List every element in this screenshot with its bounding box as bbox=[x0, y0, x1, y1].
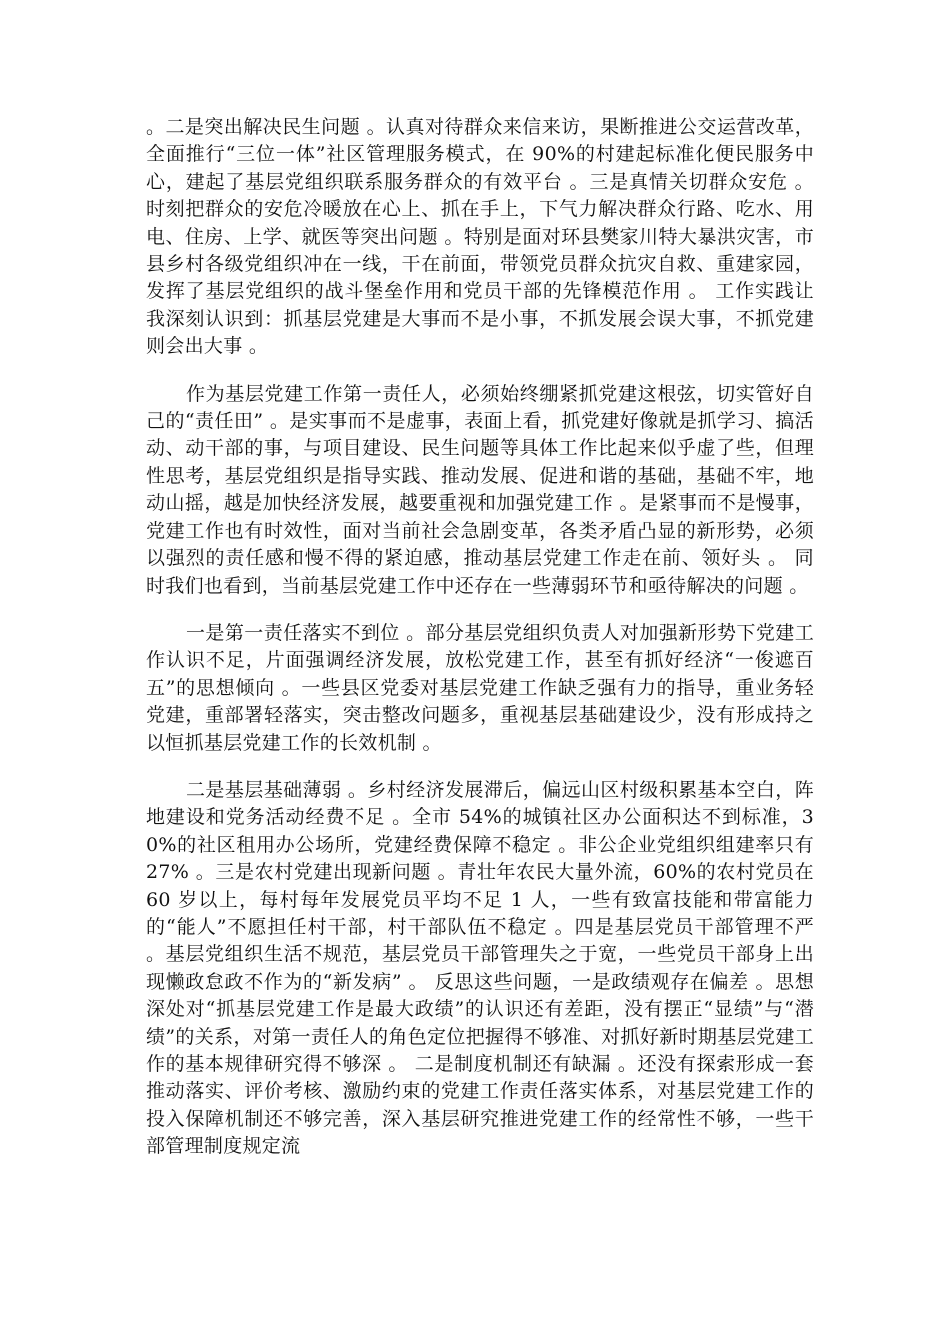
paragraph-4: 二是基层基础薄弱 。乡村经济发展滞后，偏远山区村级积累基本空白，阵地建设和党务活动经费不足 。全市 54%的城镇社区办公面积达不到标准，30%的社区租用办公场所，党建经费保障不稳定 。非公企业党组织组建率只有 27% 。三是农村党建出现新问题 。青壮年农民大量外流，60%的农村党员在 60 岁以上，每村每年发展党员平均不足 1 人，一些有致富技能和带富能力的“能人”不愿担任村干部，村干部队伍不稳定 。四是基层党员干部管理不严 。基层党组织生活不规范，基层党员干部管理失之于宽，一些党员干部身上出现懒政怠政不作为的“新发病” 。 反思这些问题，一是政绩观存在偏差 。思想深处对“抓基层党建工作是最大政绩”的认识还有差距，没有摆正“显绩”与“潜绩”的关系，对第一责任人的角色定位把握得不够准、对抓好新时期基层党建工作的基本规律研究得不够深 。 二是制度机制还有缺漏 。还没有探索形成一套推动落实、评价考核、激励约束的党建工作责任落实体系，对基层党建工作的投入保障机制还不够完善，深入基层研究推进党建工作的经常性不够，一些干部管理制度规定流 bbox=[146, 778, 814, 1158]
paragraph-3: 一是第一责任落实不到位 。部分基层党组织负责人对加强新形势下党建工作认识不足，片面强调经济发展，放松党建工作，甚至有抓好经济“一俊遮百五”的思想倾向 。一些县区党委对基层党建工作缺乏强有力的指导，重业务轻党建，重部署轻落实，突击整改问题多，重视基层基础建设少，没有形成持之以恒抓基层党建工作的长效机制 。 bbox=[146, 621, 814, 754]
paragraph-2: 作为基层党建工作第一责任人，必须始终绷紧抓党建这根弦，切实管好自己的“责任田” 。是实事而不是虚事，表面上看，抓党建好像就是抓学习、搞活动、动干部的事，与项目建设、民生问题等具体工作比起来似乎虚了些，但理性思考，基层党组织是指导实践、推动发展、促进和谐的基础，基础不牢，地动山摇，越是加快经济发展，越要重视和加强党建工作 。是紧事而不是慢事，党建工作也有时效性，面对当前社会急剧变革，各类矛盾凸显的新形势，必须以强烈的责任感和慢不得的紧迫感，推动基层党建工作走在前、领好头 。 同时我们也看到，当前基层党建工作中还存在一些薄弱环节和亟待解决的问题 。 bbox=[146, 382, 814, 597]
paragraph-1: 。二是突出解决民生问题 。认真对待群众来信来访，果断推进公交运营改革，全面推行“三位一体”社区管理服务模式，在 90%的村建起标准化便民服务中心，建起了基层党组织联系服务群众的有效平台 。三是真情关切群众安危 。时刻把群众的安危冷暖放在心上、抓在手上，下气力解决群众行路、吃水、用电、住房、上学、就医等突出问题 。特别是面对环县樊家川特大暴洪灾害，市县乡村各级党组织冲在一线，干在前面，带领党员群众抗灾自救、重建家园，发挥了基层党组织的战斗堡垒作用和党员干部的先锋模范作用 。 工作实践让我深刻认识到：抓基层党建是大事而不是小事，不抓发展会误大事，不抓党建则会出大事 。 bbox=[146, 116, 814, 358]
document-body bbox=[146, 114, 814, 1181]
